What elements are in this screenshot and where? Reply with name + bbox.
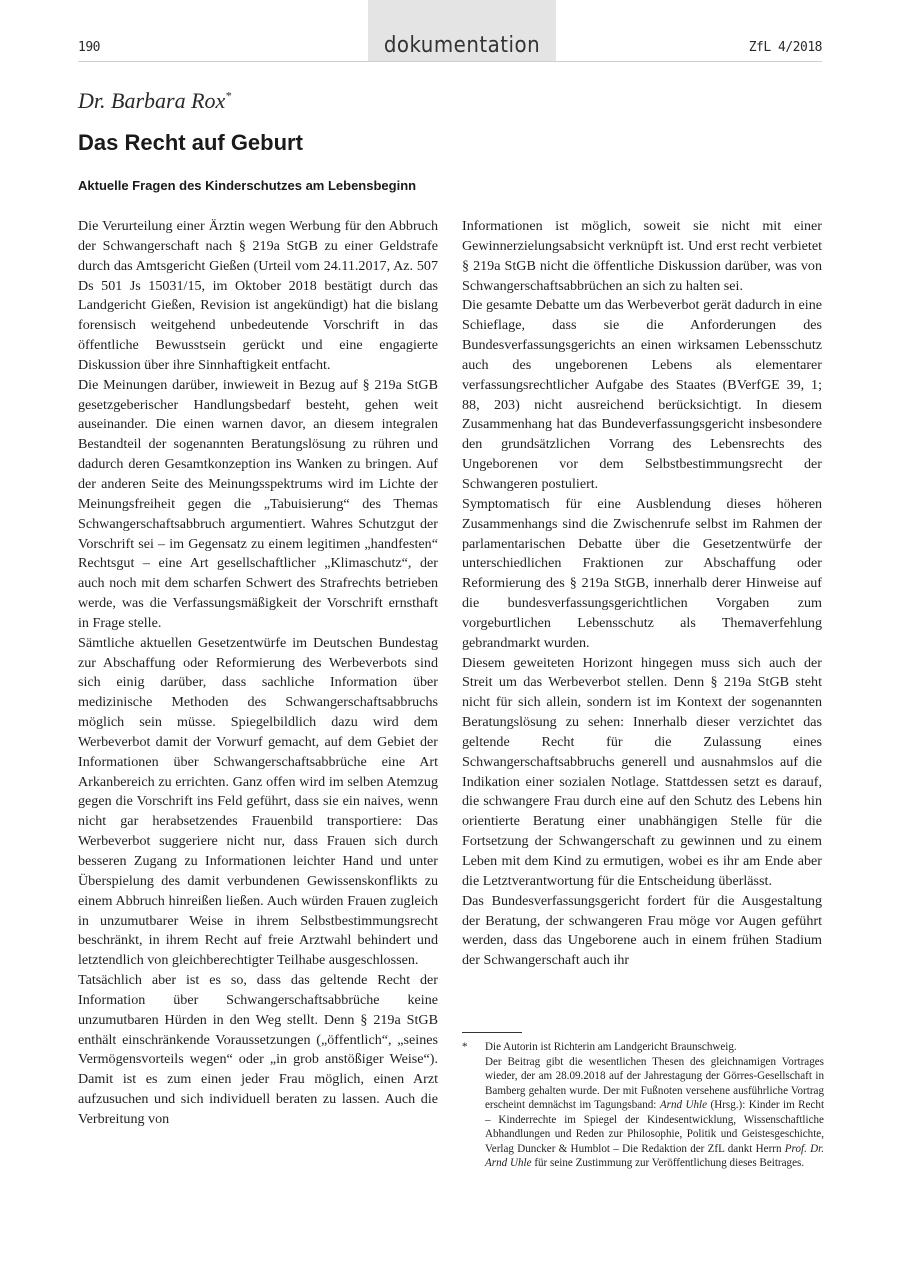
right-column xyxy=(462,217,822,971)
left-column xyxy=(78,217,438,1130)
footnote-line: Die Autorin ist Richterin am Landgericht Braunschweig. xyxy=(485,1041,737,1053)
paragraph: Diesem geweiteten Horizont hingegen muss sich auch der Streit um das Werbeverbot stellen. Denn § 219a StGB steht nicht für sich allein, sondern ist im Kontext der sogenannten Beratungslösung zu sehen: Innerhalb dieser verzichtet das geltende Recht für die Zulassung eines Schwangerschaftsabbruchs generell und ausnahmslos auf die Indikation einer sozialen Notlage. Stattdessen setzt es darauf, die schwangere Frau durch eine auf den Schutz des Lebens hin orientierte Beratung einer unabhängigen Stelle für die Fortsetzung der Schwangerschaft zu gewinnen und zu einem Leben mit dem Kind zu ermutigen, wobei es ihr am Ende aber die Letztverantwortung für die Entscheidung überlässt. xyxy=(462,654,822,889)
section-label: dokumentation xyxy=(383,33,541,58)
paragraph: Das Bundesverfassungsgericht fordert für die Ausgestaltung der Beratung, der schwangeren Frau möge vor Augen geführt werden, dass das Ungeborene auch in einem frühen Stadium der Schwangerschaft auch ihr xyxy=(462,892,822,969)
editor-name: Arnd Uhle xyxy=(659,1099,708,1111)
paragraph: Die gesamte Debatte um das Werbeverbot gerät dadurch in eine Schieflage, dass sie die Anforderungen des Bundesverfassungsgerichts an einen wirksamen Lebensschutz auch des ungeborenen Lebens als elementarer verfassungsrechtlicher Aufgabe des Staates (BVerfGE 39, 1; 88, 203) nicht ausreichend berücksichtigt. In diesem Zusammenhang hat das Bundeverfassungsgericht insbesondere den grundsätzlichen Vorrang des Lebensrechts des Ungeborenen vor dem Selbstbestimmungsrecht der Schwangeren postuliert. xyxy=(462,297,822,492)
header-rule xyxy=(78,61,822,62)
paragraph: Die Verurteilung einer Ärztin wegen Werbung für den Abbruch der Schwangerschaft nach § 219a StGB zu einer Geldstrafe durch das Amtsgericht Gießen (Urteil vom 24.11.2017, Az. 507 Ds 501 Js 15031/15, im Oktober 2018 bestätigt durch das Landgericht Gießen, Revision ist angekündigt) hat die bislang forensisch weitgehend unbedeutende Vorschrift in das öffentliche Bewusstsein gerückt und eine engagierte Diskussion über ihre Sinnhaftigkeit entfacht. xyxy=(78,218,438,373)
footnote-text: Der Beitrag gibt die wesentlichen Thesen des gleichnamigen Vortrages wieder, der am 28.09.2018 auf der Jahrestagung der Görres-Gesellschaft in Bamberg gehalten wurde. Der mit Fußnoten versehene ausführliche Vortrag erscheint demnächst im Tagungsband: xyxy=(485,1055,824,1111)
paragraph: Symptomatisch für eine Ausblendung dieses höheren Zusammenhangs sind die Zwischenrufe selbst im Rahmen der parlamentarischen Debatte über die Gesetzentwürfe der unterschiedlichen Fraktionen zur Abschaffung oder Reformierung des § 219a StGB, innerhalb derer Hinweise auf die bundesverfassungsgerichtlichen Vorgaben zum vorgeburtlichen Lebensschutz als Themaverfehlung gebrandmarkt wurden. xyxy=(462,495,822,651)
paragraph: Die Meinungen darüber, inwieweit in Bezug auf § 219a StGB gesetzgeberischer Handlungsbedarf besteht, gehen weit auseinander. Die einen warnen davor, an diesem integralen Bestandteil der sogenannten Beratungslösung zu rühren und dadurch deren Gesamtkonzeption ins Wanken zu bringen. Auf der anderen Seite des Meinungsspektrums wird im Lichte der Meinungsfreiheit gegen die „Tabuisierung“ des Themas Schwangerschaftsabbruch argumentiert. Wahres Schutzgut der Vorschrift sei – im Gegensatz zu einem legitimen „handfesten“ Rechtsgut – eine Art gesellschaftlicher „Klimaschutz“, der auch noch mit dem scharfen Schwert des Strafrechts betrieben werde, was die Verfassungsmäßigkeit der Vorschrift ernsthaft in Frage stelle. xyxy=(78,376,438,631)
footnote-text: für seine Zustimmung zur Veröffentlichung dieses Beitrages. xyxy=(534,1157,805,1169)
footnote-line xyxy=(485,1055,824,1171)
author-text: Dr. Barbara Rox xyxy=(78,88,226,113)
page-number: 190 xyxy=(78,40,100,55)
footnote-text: (Hrsg.): Kinder im Recht – Kinderrechte im Spiegel der Kindesentwicklung, Wissenschaftliche Abhandlungen und Reden zur Philosophie, Politik und Geistesgeschichte, Verlag Duncker & Humblot – Die Redaktion der ZfL dankt Herrn xyxy=(485,1099,825,1155)
footnote xyxy=(462,1040,824,1171)
article-title: Das Recht auf Geburt xyxy=(78,130,303,155)
paragraph: Sämtliche aktuellen Gesetzentwürfe im Deutschen Bundestag zur Abschaffung oder Reformierung des Werbeverbots sind sich einig darüber, dass sachliche Information über medizinische Methoden des Schwangerschaftsabbruchs möglich sein müsse. Spiegelbildlich dazu wird dem Werbeverbot damit der Vorwurf gemacht, auf dem Gebiet der Informationen über Schwangerschaftsabbrüche eine Art Arkanbereich zu errichten. Ganz offen wird im selben Atemzug gegen die Vorschrift ins Feld geführt, dass sie ein naives, wenn nicht gar herabsetzendes Frauenbild transportiere: Das Werbeverbot suggeriere nicht nur, dass Frauen sich durch besseren Zugang zu Informationen leichter Hand und unter Überspielung des damit verbundenen Gewissenskonflikts zu einem Abbruch hinreißen ließen. Auch würden Frauen zugleich in unzumutbarer Weise in ihrem Selbstbestimmungsrecht beschränkt, in ihrem Recht auf freie Arztwahl behindert und letztendlich von gleichberechtigter Teilhabe ausgeschlossen. xyxy=(78,634,438,969)
footnote-mark: * xyxy=(462,1041,468,1053)
article-subtitle: Aktuelle Fragen des Kinderschutzes am Lebensbeginn xyxy=(78,178,417,193)
paragraph: Informationen ist möglich, soweit sie nicht mit einer Gewinnerzielungsabsicht verknüpft ist. Und erst recht verbietet § 219a StGB nicht die öffentliche Diskussion darüber, was von Schwangerschaftsabbrüchen an sich zu halten sei. xyxy=(462,218,822,294)
issue-label: ZfL 4/2018 xyxy=(748,40,822,55)
footnote-body xyxy=(462,1040,824,1171)
footnote-rule xyxy=(462,1032,522,1033)
thanks-name: Prof. Dr. Arnd Uhle xyxy=(485,1142,824,1169)
author-footnote-mark: * xyxy=(225,88,232,103)
paragraph: Tatsächlich aber ist es so, dass das geltende Recht der Information über Schwangerschaftsabbrüche keine unzumutbaren Hürden in den Weg stellt. Denn § 219a StGB enthält einschränkende Voraussetzungen („öffentlich“, „seines Vermögensvorteils wegen“ oder „in grob anstößiger Weise“). Damit ist es zum einen jeder Frau möglich, einen Arzt aufzusuchen und sich individuell beraten zu lassen. Auch die Verbreitung von xyxy=(78,972,438,1127)
author-name xyxy=(78,88,231,114)
